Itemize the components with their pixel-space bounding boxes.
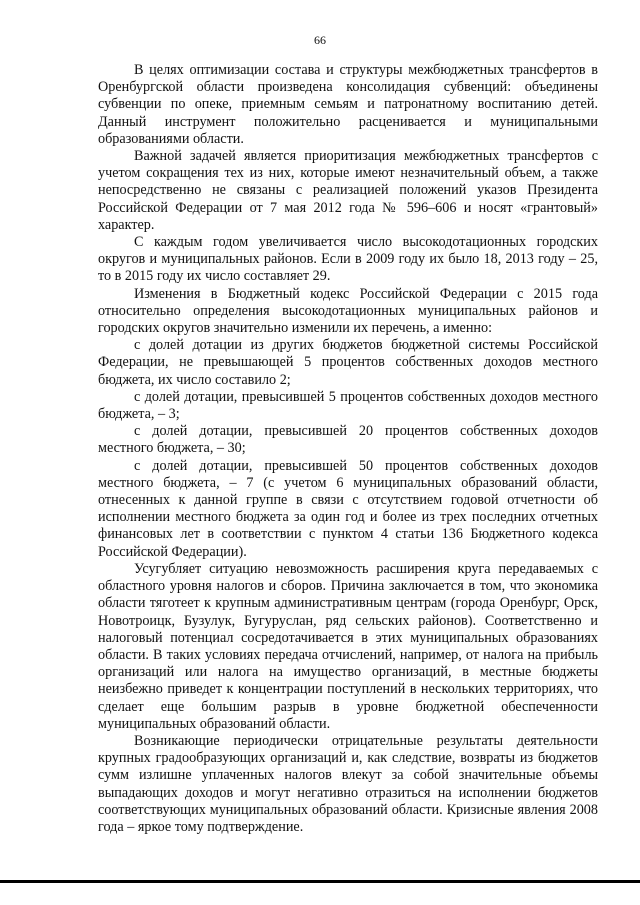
list-item-share-5-percent-above: с долей дотации, превысившей 5 процентов собственных доходов местного бюджета, – 3;	[98, 388, 598, 423]
page-number: 66	[314, 33, 326, 47]
list-item-share-20-percent-above: с долей дотации, превысившей 20 процентов собственных доходов местного бюджета, – 30;	[98, 423, 598, 457]
paragraph-budget-code-changes: Изменения в Бюджетный кодекс Российской Федерации с 2015 года относительно определения высокодотационных муниципальных районов и городских округов значительно изменили их перечень, а именно:	[98, 285, 598, 337]
bottom-rule	[0, 880, 640, 883]
list-item-share-5-percent-below: с долей дотации из других бюджетов бюджетной системы Российской Федерации, не превышающей 5 процентов собственных доходов местного бюджета, их число составило 2;	[98, 337, 598, 388]
body-text	[98, 62, 598, 836]
list-item-share-50-percent-above: с долей дотации, превысившей 50 процентов собственных доходов местного бюджета, – 7 (с учетом 6 муниципальных образований области, отнесенных к данной группе в связи с отсутствием годовой отчетности об исполнении местного бюджета за один год и более из трех последних отчетных финансовых лет в соответствии с пунктом 4 статьи 136 Бюджетного кодекса Российской Федерации).	[98, 457, 598, 560]
paragraph-negative-results: Возникающие периодически отрицательные результаты деятельности крупных градообразующих организаций и, как следствие, возвраты из бюджетов сумм излишне уплаченных налогов влекут за собой значительные объемы выпадающих доходов и могут негативно отразиться на исполнении бюджетов соответствующих муниципальных образований области. Кризисные явления 2008 года – яркое тому подтверждение.	[98, 732, 598, 835]
paragraph-subventions: В целях оптимизации состава и структуры межбюджетных трансфертов в Оренбургской области произведена консолидация субвенций: объединены субвенции по опеке, приемным семьям и патронатному воспитанию детей. Данный инструмент положительно расценивается и муниципальными образованиями области.	[98, 62, 598, 147]
paragraph-subsidized-count: С каждым годом увеличивается число высокодотационных городских округов и муниципальных районов. Если в 2009 году их было 18, 2013 году – 25, то в 2015 году их число составляет 29.	[98, 234, 598, 285]
paragraph-prioritization: Важной задачей является приоритизация межбюджетных трансфертов с учетом сокращения тех из них, которые имеют незначительный объем, а также непосредственно не связаны с реализацией положений указов Президента Российской Федерации от 7 мая 2012 года № 596–606 и носят «грантовый» характер.	[98, 148, 598, 233]
paragraph-tax-expansion: Усугубляет ситуацию невозможность расширения круга передаваемых с областного уровня налогов и сборов. Причина заключается в том, что экономика области тяготеет к крупным административным центрам (города Оренбург, Орск, Новотроицк, Бузулук, Бугуруслан, ряд сельских районов). Соответственно и налоговый потенциал сосредотачивается в этих муниципальных образованиях области. В таких условиях передача отчислений, например, от налога на прибыль организаций или налога на имущество организаций, в местные бюджеты неизбежно приведет к концентрации поступлений в нескольких территориях, что сделает еще большим разрыв в уровне бюджетной обеспеченности муниципальных образований области.	[98, 560, 598, 732]
